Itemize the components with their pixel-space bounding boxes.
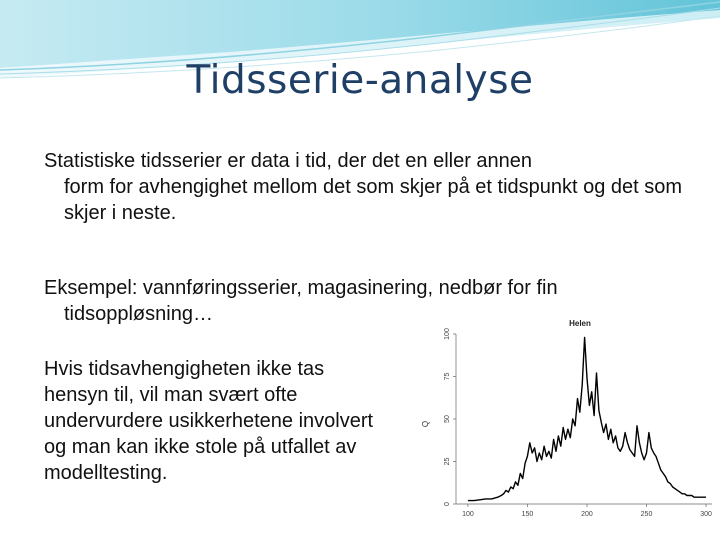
y-tick-label: 0 [444,502,451,506]
y-tick-label: 25 [444,457,451,466]
hydrograph-chart [420,308,720,540]
y-axis-label: Q [421,420,430,428]
series-line [468,337,706,500]
chart-title: Helen [569,319,591,328]
chart-axes [444,328,712,518]
y-tick-label: 100 [444,328,451,340]
paragraph-example-continuation: tidsoppløsning… [64,303,213,325]
paragraph-definition-continuation: form for avhengighet mellom det som skjer på et tidspunkt og det som skjer i neste. [64,176,683,224]
x-tick-label: 150 [521,511,534,518]
y-tick-label: 50 [444,415,451,423]
paragraph-definition [44,148,704,226]
y-tick-label: 75 [444,372,451,381]
x-tick-label: 250 [640,511,653,518]
paragraph-consequence: Hvis tidsavhengigheten ikke tas hensyn til, vil man svært ofte undervurdere usikkerhetene involvert og man kan ikke stole på utfallet av modelltesting. [44,358,374,484]
slide-title: Tidsserie-analyse [186,58,534,103]
hydrograph-svg [420,308,720,540]
paragraph-example-line1: Eksempel: vannføringsserier, magasinering, nedbør for fin [44,277,558,299]
paragraph-definition-line1: Statistiske tidsserier er data i tid, der det en eller annen [44,150,533,172]
x-tick-label: 100 [462,511,474,518]
x-tick-label: 200 [581,511,593,518]
x-tick-label: 300 [700,511,712,518]
